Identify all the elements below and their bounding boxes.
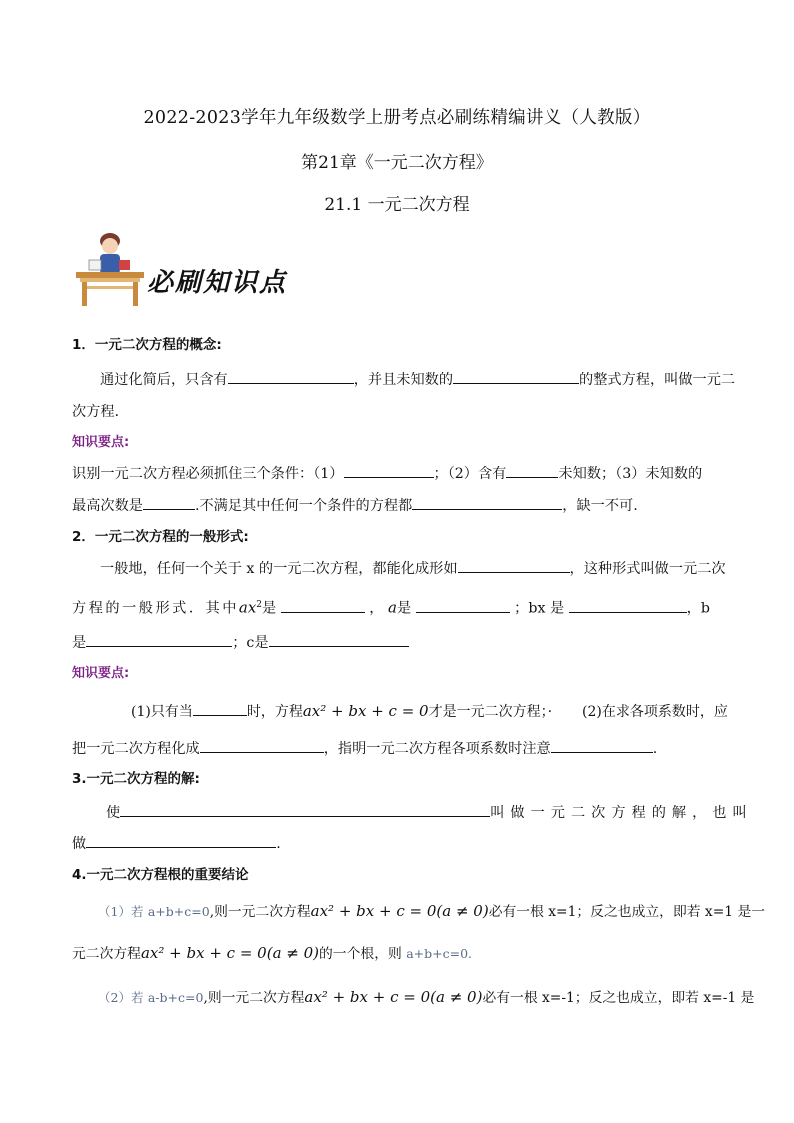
page-title: 2022-2023学年九年级数学上册考点必刷练精编讲义（人教版） [143, 108, 651, 128]
solution-line-2 [72, 832, 724, 854]
math-equation: ax² + bx + c = 0(a ≠ 0) [140, 944, 320, 962]
blank-field [193, 700, 247, 716]
text-fragment: 时，方程 [246, 704, 303, 720]
text-fragment: 是 [72, 635, 87, 651]
kp1-line-2 [72, 494, 724, 516]
text-fragment: （1）若 [98, 904, 144, 919]
kp1-line-1 [72, 462, 724, 484]
text-fragment: ,则一元二次方程 [203, 990, 305, 1006]
condition-text: a+b+c=0 [147, 904, 210, 919]
text-fragment: .不满足其中任何一个条件的方程都 [194, 498, 413, 514]
blank-field [281, 597, 365, 613]
text-fragment: 方程的一般形式．其中 [72, 600, 239, 617]
text-fragment: (1)只有当 [131, 704, 193, 720]
text-fragment: ，缺一不可. [562, 498, 638, 514]
text-fragment: 元二次方程 [72, 946, 141, 962]
knowledge-label-2: 知识要点: [72, 666, 130, 681]
blank-field [269, 631, 409, 647]
text-fragment: . [652, 741, 658, 757]
text-fragment: 叫做一元二次方程的解，也叫 [490, 805, 753, 821]
text-fragment: . [276, 836, 281, 852]
math-equation: ax² + bx + c = 0(a ≠ 0) [304, 988, 483, 1006]
blank-field [416, 597, 510, 613]
text-fragment: ；（2）含有 [433, 466, 507, 482]
text-fragment: ，b [686, 600, 710, 617]
blank-field [228, 368, 354, 384]
text-fragment: 通过化简后，只含有 [100, 372, 228, 388]
general-form-line-3 [72, 631, 724, 653]
blank-field [412, 494, 562, 510]
blank-field [86, 832, 276, 848]
text-fragment: 才是一元二次方程；· [428, 704, 553, 720]
conclusion-1-line-2 [72, 943, 724, 964]
conclusion-1-line-1 [98, 901, 766, 922]
text-fragment: 的整式方程，叫做一元二 [579, 372, 736, 388]
text-fragment: 做 [72, 836, 87, 852]
knowledge-label-1: 知识要点: [72, 435, 130, 450]
concept-line-1 [100, 368, 736, 390]
text-fragment: ，这种形式叫做一元二次 [569, 561, 726, 577]
text-fragment: 识别一元二次方程必须抓住三个条件：（1） [72, 466, 344, 482]
blank-field [569, 597, 687, 613]
chapter-title: 第21章《一元二次方程》 [301, 153, 493, 173]
heading-root-conclusion: 4.一元二次方程根的重要结论 [72, 867, 249, 883]
condition-text: a+b+c=0. [406, 946, 472, 961]
math-equation: ax² + bx + c = 0 [302, 702, 429, 720]
blank-field [143, 494, 195, 510]
text-fragment: ；bx 是 [514, 600, 565, 617]
text-fragment: ，并且未知数的 [353, 372, 454, 388]
text-fragment: 一般地，任何一个关于 x 的一元二次方程，都能化成形如 [100, 561, 458, 577]
text-fragment: 最高次数是 [72, 498, 143, 514]
text-fragment: （2）若 [98, 990, 144, 1005]
kp2-line-1 [131, 700, 728, 722]
text-fragment: (2)在求各项系数时，应 [582, 704, 728, 720]
heading-solution: 3.一元二次方程的解: [72, 771, 200, 787]
math-equation: ax² + bx + c = 0(a ≠ 0) [310, 902, 489, 920]
blank-field [120, 801, 490, 817]
text-fragment: 的一个根，则 [319, 946, 402, 962]
math-expression: ax [238, 598, 257, 617]
math-superscript: 2 [256, 600, 263, 610]
section-badge-title: 必刷知识点 [147, 268, 288, 298]
solution-line-1 [106, 801, 753, 823]
kp2-line-2 [72, 737, 724, 759]
blank-field [551, 737, 653, 753]
general-form-line-2 [72, 595, 724, 619]
concept-line-2: 次方程． [72, 404, 129, 420]
section-title: 21.1 一元二次方程 [324, 195, 470, 215]
text-fragment: 使 [106, 805, 121, 821]
text-fragment: ；c是 [232, 635, 269, 651]
blank-field [458, 557, 570, 573]
text-fragment: ,则一元二次方程 [209, 904, 311, 920]
text-fragment: 必有一根 x=1；反之也成立，即若 x=1 是一 [488, 904, 766, 920]
math-variable: a [387, 598, 397, 617]
condition-text: a-b+c=0 [147, 990, 204, 1005]
text-fragment: 未知数；（3）未知数的 [558, 466, 703, 482]
text-fragment: 是 [396, 600, 412, 617]
text-fragment: 必有一根 x=-1；反之也成立，即若 x=-1 是 [482, 990, 755, 1006]
blank-field [200, 737, 324, 753]
teacher-at-desk-icon [72, 226, 148, 312]
text-fragment: ， [369, 600, 384, 617]
blank-field [86, 631, 232, 647]
blank-field [506, 462, 558, 478]
text-fragment: 把一元二次方程化成 [72, 741, 200, 757]
heading-concept: 1．一元二次方程的概念: [72, 337, 222, 353]
blank-field [344, 462, 434, 478]
text-fragment: ，指明一元二次方程各项系数时注意 [323, 741, 551, 757]
blank-field [453, 368, 579, 384]
general-form-line-1 [100, 557, 724, 579]
conclusion-2-line-1 [98, 987, 755, 1008]
heading-general-form: 2．一元二次方程的一般形式: [72, 529, 249, 545]
text-fragment: 是 [262, 600, 277, 617]
